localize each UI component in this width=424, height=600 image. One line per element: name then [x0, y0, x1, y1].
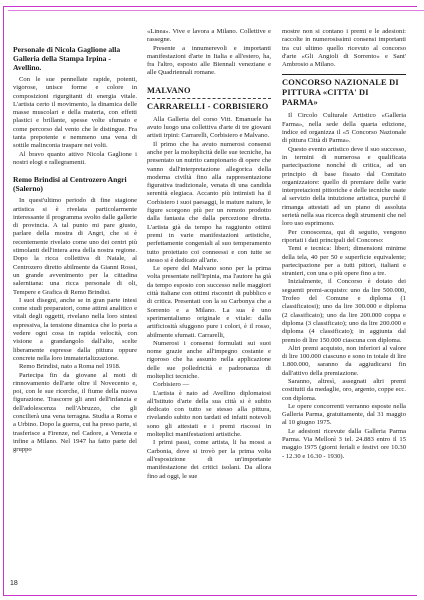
article-heading: MALVANO [147, 85, 191, 95]
column-left [13, 40, 137, 454]
paragraph: Saranno, altresì, assegnati altri premi costituiti da medaglie, oro, argento, coppe ecc. con diploma. [282, 377, 406, 402]
paragraph: Presente a innumerevoli e importanti manifestazioni d'arte in Italia e all'estero, ha, fra l'altro, esposto alle Biennali veneziane e alle Quadriennali romane. [147, 44, 271, 77]
paragraph: Il Circolo Culturale Artistico «Galleria Farma», nella sede della quarta edizione, indice ed organizza il «5 Concorso Nazionale di pittura Città di Parma». [282, 112, 406, 145]
paragraph: Alla Galleria del corso Vitt. Emanuele ha avuto luogo una collettiva d'arte di tre giovani artisti irpini: Carrarelli, Corbisiero e Malvano. [147, 115, 271, 140]
paragraph: Le opere concorrenti verranno esposte nella Galleria Parma, gratuitamente, dal 31 maggio al 10 giugno 1975. [282, 402, 406, 427]
paragraph: mostre non si contano i premi e le adesioni: raccolte in numerosissimi consensi importanti tra cui ultimo quello ricevuto al concorso d'arte «Gli Angioli di Sorrento» e Sant' Ambrosio a Milano. [282, 28, 406, 69]
paragraph: Con le sue pennellate rapide, potenti, vigorose, unisce forme e colore in composizioni rigurgitanti di energia vitale. L'artista certo il movimento, la dinamica delle masse muscolari e della materia, con effetti plastici e brillante, spesse volte sfumato e come percorso dal vento che le distingue. Fra tanta prepotente e nemmeno una vena di sottile malinconia traspare nei volti. [13, 76, 137, 150]
paragraph: Numerosi i consensi formulati sui suoi nome grazie anche all'impegno costante e rigoroso che ha assunto nella applicazione delle sue polledricità e padronanza di molteplici tecniche. [147, 339, 271, 380]
article-heading: Remo Brindisi al Centrozero Angri (Salerno) [13, 175, 127, 194]
paragraph: I primi passi, come artista, li ha mossi a Carbonia, dove si trovò per la prima volta all'esposizione di un'importante manifestazione dei critici isolani. Da allora fino ad oggi, le sue [147, 439, 271, 480]
section-rule [282, 74, 406, 75]
article-heading: CONCORSO NAZIONALE DI PITTURA «CITTA' DI PARMA» [282, 78, 399, 108]
paragraph: Corbisiero — [153, 381, 190, 389]
paragraph: Per conoscenza, qui di seguito, vengono riportati i dati principali del Concorso: [282, 228, 406, 244]
page-number: 18 [10, 580, 18, 587]
article-heading: CARRARELLI - CORBISIERO [147, 101, 269, 111]
paragraph: Temi e tecnica: liberi; dimensioni minime della tela, 40 per 50 e superficie equivalente; partecipazione per a tutti pittori, italiani e stranieri, con una o più opere fino a tre. [282, 245, 406, 278]
paragraph: Remo Brindisi, nato a Roma nel 1918. [19, 363, 121, 371]
top-border-line [8, 10, 424, 11]
column-right [282, 28, 406, 461]
paragraph: Al bravo quanto attivo Nicola Gaglione i nostri elogi e rallegramenti. [13, 150, 137, 166]
column-middle [147, 28, 271, 481]
paragraph: In quest'ultimo periodo di fine stagione artistica si è rivelata particolarmente interessante il programma svolto dalle gallerie di provincia. A tal punto mi pare giusto, parlare della mostra di Angri, che si è recentemente rivelato come uno dei centri più stimolanti dell'intera area della nostra regione. Dopo la ricca collettiva di Natale, al Centrozero diretto abilmente da Gianni Rossi, un grande avvenimento per la cittadina salernitana: una ricca personale di oli, Tempere e Grafica di Remo Brindisi. [13, 197, 137, 296]
heading-rule [147, 98, 271, 99]
paragraph: I suoi disegni, anche se in gran parte intesi come studi preparatori, come attimi analitico e vitali degli oggetti, rivelano nella loro sintesi espressiva, la tensione dinamica che lo porta a vedere ogni cosa in rapida velocità, con visione a grandangolo dall'alto, scelte liberamente espresse dalla pittura oppure concrete nella loro immaterializzazione. [13, 296, 137, 362]
paragraph: Le opere del Malvano sono per la prima volta presentate nell'Irpinia, ma l'autore ha già da tempo esposto con successo nelle maggiori città italiane con ottimi riscontri di pubblico e di critica. Presentati con la su Carbonya che a Sorrento e a Milano. La sua è uno sperimentalismo originale e vitale: dalla artificiosità sfuggono pure i colori, è il rosso, abilmente sfumati. Carrarelli, [147, 265, 271, 339]
paragraph: Altri premi acquisto, non inferiori al valore di lire 100.000 ciascuno e sono in totale di lire 1.800.000, saranno da aggiudicarsi fin dall'attivo della premiazione. [282, 344, 406, 377]
paragraph: Questo evento artistico deve il suo successo, in termini di numerosa e qualificata partecipazione nonché di critica, ad un principio di base fissato dal Comitato organizzatore: quello di premiare delle varie interpretazioni pittoriche e delle tecniche usate al servizio della intuizione artistica, purché il rimanga attestati ad un piano di assoluta serietà nella sua ricerca degli strumenti che nel loro uso esprimono. [282, 145, 406, 228]
paragraph: Le adesioni ricevute dalla Galleria Parma Parma. Via Mellonì 3 tel. 24.883 entro il 15 maggio 1975 (giorni feriali e festivi ore 10.30 - 12.30 e 16.30 - 1930). [282, 427, 406, 460]
article-heading: Personale di Nicola Gaglione alla Galleria della Stampa Irpina - Avellino. [13, 45, 121, 72]
paragraph: Inizialmente, il Concorso è dotato dei seguenti premi-acquisto: uno da lire 500.000, Trofeo del Comune e diploma (1 classificatosi); uno da lire 300.000 e diploma (2 classificato); uno da lire 200.000 coppa e diploma (3 classificato); uno da lire 200.000 e diploma (4 classificato); in aggiunta dal premio di lire 150.000 ciascuna con diploma. [282, 278, 406, 344]
paragraph: «Linea». Vive e lavora a Milano. Collettive e rassegne. [147, 28, 271, 44]
paragraph: Partecipa fin da giovane al moti di rinnovamento dell'arte oltre il Novecento e, poi, con le sue ricerche, il fiume della nuova figurazione. Trascorre gli anni dell'infanzia e dell'adolescenza nell'Abruzzo, che gli concilierà una vena terragna. Studia a Roma e a Urbino. Dopo la guerra, cui ha preso parte, si trasferisce a Firenze, nel Cadore, a Venezia e infine a Milano. Nel 1947 ha fatto parte del gruppo [13, 371, 137, 454]
paragraph: L'artista è nato ad Avellino diplomatosi all'Istituto d'arte della sua città si è subito dedicato con tutto se stesso alla pittura, rivelando subito non tardati ed infatti notevoli sono gli attestati e i premi riscossi in molteplici manifestazioni artistiche. [147, 389, 271, 439]
paragraph: Il primo che ha avuto numerosi consensi anche per la molteplicità delle sue tecniche, ha presentato un nutrito campionario di opere che vanno dall'interpretazione allegorica della moderna civiltà fino alla rappresentazione figurativa tradizionale, venata di una candida serenità elegiaca. Accanto più intimisti ha il Corbisiero i suoi paesaggi, le mature nature, le figure scorgono più per un remoto prodotto dalla fantasia che dalla percezione diretta. L'artista già da tempo ha raggiunto ottimi premi in varie manifestazioni artistiche, perfettamente congeniali al suo temperamento tutto proiettato coi conneessi e con tutte se stesso si è dedicato all'arte. [147, 140, 271, 264]
